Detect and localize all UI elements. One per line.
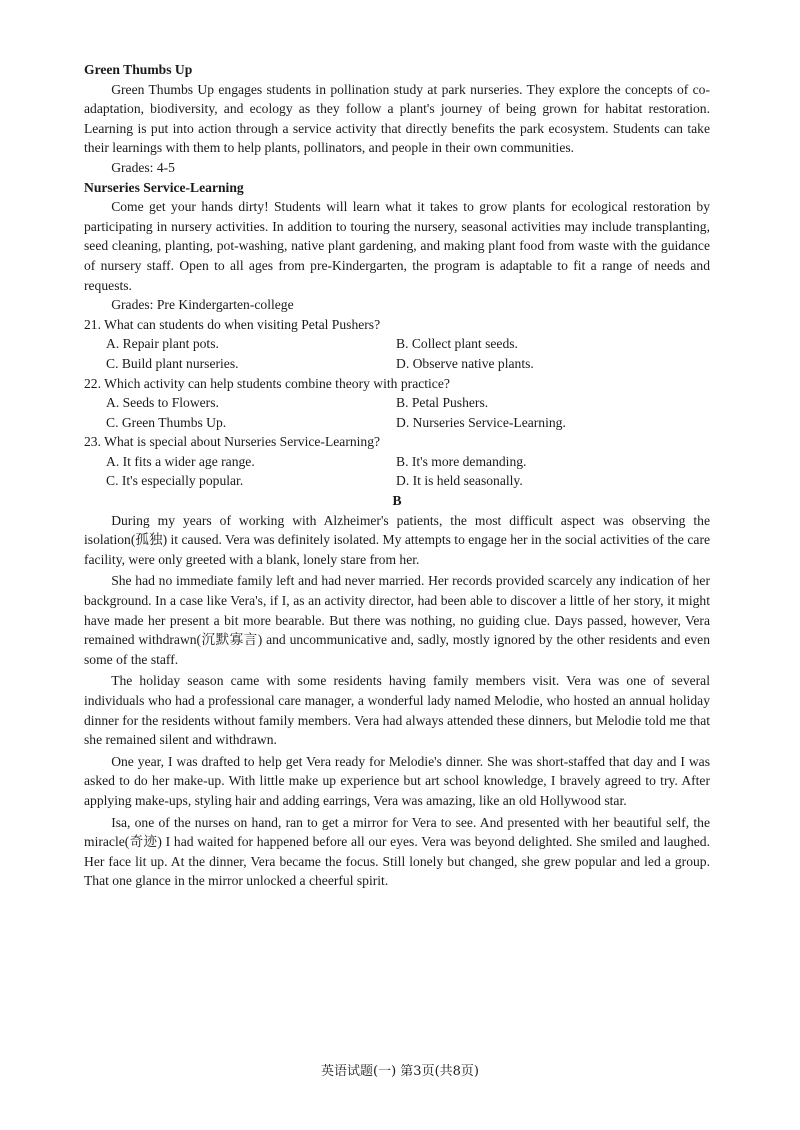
exam-page bbox=[84, 60, 710, 893]
option-c: C. Build plant nurseries. bbox=[106, 355, 239, 371]
option-c: C. It's especially popular. bbox=[106, 473, 244, 489]
grades-green-thumbs-up: Grades: 4-5 bbox=[111, 159, 175, 175]
option-a: A. Seeds to Flowers. bbox=[106, 395, 219, 411]
question-stem: 21. What can students do when visiting Petal Pushers? bbox=[84, 316, 381, 332]
question-options bbox=[84, 452, 710, 491]
option-a: A. Repair plant pots. bbox=[106, 336, 219, 352]
option-d: D. It is held seasonally. bbox=[396, 473, 523, 489]
option-b: B. Petal Pushers. bbox=[396, 395, 489, 411]
section-b-label: B bbox=[392, 493, 402, 509]
section-body-green-thumbs-up: Green Thumbs Up engages students in pollination study at park nurseries. They explore the concepts of co-adaptation, biodiversity, and ecology as they follow a plant's journey of being grown for habitat restoration. Learning is put into action through a service activity that directly benefits the park ecosystem. Students can take their learnings with them to help plants, pollinators, and people in their own communities. bbox=[84, 81, 710, 156]
section-title-nurseries: Nurseries Service-Learning bbox=[84, 179, 244, 195]
grades-nurseries: Grades: Pre Kindergarten-college bbox=[111, 297, 294, 313]
question-stem: 23. What is special about Nurseries Service-Learning? bbox=[84, 434, 381, 450]
reading-passage-b bbox=[84, 511, 710, 891]
story-paragraph-1: During my years of working with Alzheimer's patients, the most difficult aspect was observing the isolation(孤独) it caused. Vera was definitely isolated. My attempts to engage her in the social activities of the care facility, were only greeted with a blank, lonely stare from her. bbox=[84, 512, 710, 567]
section-body-nurseries: Come get your hands dirty! Students will learn what it takes to grow plants for ecological restoration by participating in nursery activities. In addition to touring the nursery, seasonal activities may include transplanting, seed cleaning, planting, pot-washing, native plant gardening, and making plant food from waste with the guidance of nursery staff. Open to all ages from pre-Kindergarten, the program is adaptable to fit a range of needs and requests. bbox=[84, 199, 710, 293]
story-paragraph-2: She had no immediate family left and had never married. Her records provided scarcely any indication of her background. In a case like Vera's, if I, as an activity director, had been able to discover a little of her story, it might have made her present a bit more bearable. But there was nothing, no guiding clue. Days passed, however, Vera remained withdrawn(沉默寡言) and uncommunicative and, sadly, mostly ignored by the other residents and even some of the staff. bbox=[84, 573, 710, 667]
question-options bbox=[84, 334, 710, 373]
option-d: D. Nurseries Service-Learning. bbox=[396, 414, 566, 430]
story-paragraph-4: One year, I was drafted to help get Vera ready for Melodie's dinner. She was short-staffed that day and I was asked to do her make-up. With little make up experience but art school knowledge, I bravely agreed to try. After applying make-ups, styling hair and adding earrings, Vera was amazing, like an old Hollywood star. bbox=[84, 753, 710, 808]
question-22 bbox=[84, 374, 710, 433]
question-options bbox=[84, 393, 710, 432]
option-c: C. Green Thumbs Up. bbox=[106, 414, 227, 430]
option-d: D. Observe native plants. bbox=[396, 355, 534, 371]
page-footer: 英语试题(一) 第3页(共8页) bbox=[321, 1064, 479, 1079]
option-b: B. It's more demanding. bbox=[396, 453, 527, 469]
question-stem: 22. Which activity can help students combine theory with practice? bbox=[84, 375, 450, 391]
question-23 bbox=[84, 432, 710, 491]
story-paragraph-5: Isa, one of the nurses on hand, ran to get a mirror for Vera to see. And presented with her beautiful self, the miracle(奇迹) I had waited for happened before all our eyes. Vera was beyond delighted. She smiled and laughed. Her face lit up. At the dinner, Vera became the focus. Still lonely but changed, she grew popular and led a group. That one glance in the mirror unlocked a cheerful spirit. bbox=[84, 814, 710, 889]
section-title-green-thumbs-up: Green Thumbs Up bbox=[84, 62, 193, 77]
question-21 bbox=[84, 315, 710, 374]
option-b: B. Collect plant seeds. bbox=[396, 336, 518, 352]
option-a: A. It fits a wider age range. bbox=[106, 453, 255, 469]
story-paragraph-3: The holiday season came with some residents having family members visit. Vera was one of several individuals who had a professional care manager, a wonderful lady named Melodie, who hosted an annual holiday dinner for the residents without family members. Vera had always attended these dinners, but Melodie told me that she remained silent and withdrawn. bbox=[84, 673, 710, 748]
